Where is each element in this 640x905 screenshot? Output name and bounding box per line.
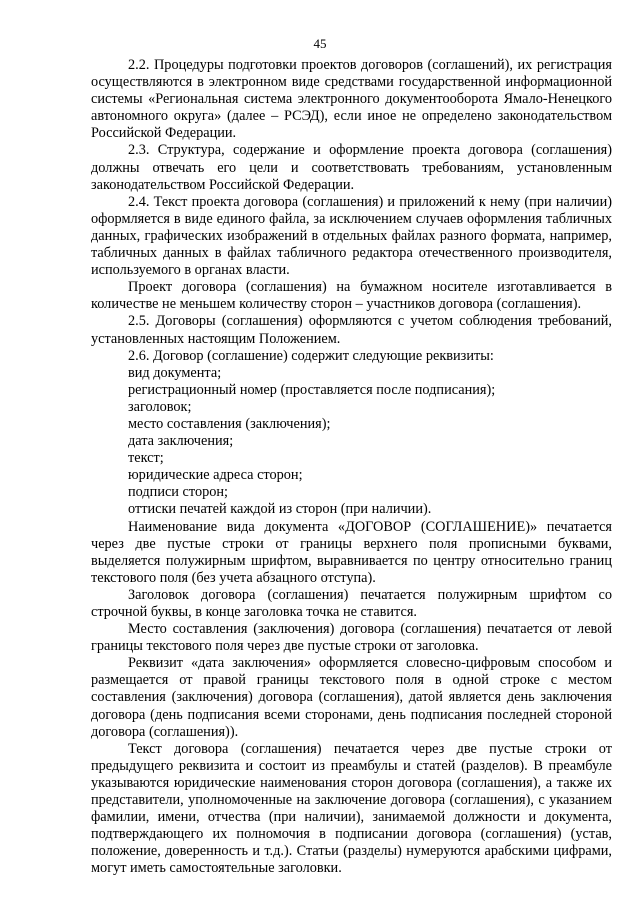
paragraph-text: Текст договора (соглашения) печатается через две пустые строки от предыдущего реквизита и состоит из преамбулы и статей (разделов). В преамбуле указываются юридические наименования сторон договора (соглашения), а также их представители, уполномоченные на заключение договора (соглашения), с указанием фамилии, имени, отчества (при наличии), занимаемой должности и документа, подтверждающего их полномочия в подписании договора (соглашения) (устав, положение, доверенность и т.д.). Статьи (разделы) нумеруются арабскими цифрами, могут иметь самостоятельные заголовки. xyxy=(91,740,612,877)
list-item: подписи сторон; xyxy=(128,484,229,501)
requisites-list xyxy=(91,365,612,519)
paragraph-2-4: 2.4. Текст проекта договора (соглашения) и приложений к нему (при наличии) оформляется в виде единого файла, за исключением случаев оформления табличных данных, графических изображений в отдельных файлах разного формата, например, табличных данных в файлах табличного редактора отечественного производителя, используемого в органах власти. xyxy=(91,193,612,279)
paragraph-date: Реквизит «дата заключения» оформляется словесно-цифровым способом и размещается от правой границы текстового поля в одной строке с местом составления (заключения) договора (соглашения), датой является день заключения договора (день подписания всеми сторонами, день подписания последней стороной договора (соглашения)). xyxy=(91,655,612,740)
list-item: место составления (заключения); xyxy=(128,415,331,432)
list-item: регистрационный номер (проставляется после подписания); xyxy=(128,381,496,398)
list-item: юридические адреса сторон; xyxy=(128,467,303,484)
paragraph-title: Заголовок договора (соглашения) печатается полужирным шрифтом со строчной буквы, в конце заголовка точка не ставится. xyxy=(91,586,612,620)
paragraph-2-2: 2.2. Процедуры подготовки проектов договоров (соглашений), их регистрация осуществляются в электронном виде средствами государственной информационной системы «Региональная система электронного документооборота Ямало-Ненецкого автономного округа» (далее – РСЭД), если иное не определено законодательством Российской Федерации. xyxy=(91,57,612,142)
page-number: 45 xyxy=(313,36,327,51)
paragraph-2-3: 2.3. Структура, содержание и оформление проекта договора (соглашения) должны отвечать его цели и соответствовать требованиям, установленным законодательством Российской Федерации. xyxy=(91,142,612,193)
paragraph-document-type: Наименование вида документа «ДОГОВОР (СОГЛАШЕНИЕ)» печатается через две пустые строки от границы верхнего поля прописными буквами, выделяется полужирным шрифтом, выравнивается по центру относительно границ текстового поля (без учета абзацного отступа). xyxy=(91,518,612,586)
paragraph-paper-copies: Проект договора (соглашения) на бумажном носителе изготавливается в количестве не меньшем количеству сторон – участников договора (соглашения). xyxy=(91,279,612,313)
paragraph-2-5: 2.5. Договоры (соглашения) оформляются с учетом соблюдения требований, установленных настоящим Положением. xyxy=(91,313,612,347)
paragraph-place: Место составления (заключения) договора (соглашения) печатается от левой границы текстового поля через две пустые строки от заголовка. xyxy=(91,621,612,655)
list-item: заголовок; xyxy=(128,398,192,415)
list-item: оттиски печатей каждой из сторон (при наличии). xyxy=(128,501,432,518)
list-item: текст; xyxy=(128,450,164,467)
paragraph-2-6: 2.6. Договор (соглашение) содержит следующие реквизиты: xyxy=(128,347,494,364)
list-item: дата заключения; xyxy=(128,433,234,450)
list-item: вид документа; xyxy=(128,364,222,381)
document-body xyxy=(91,57,612,878)
